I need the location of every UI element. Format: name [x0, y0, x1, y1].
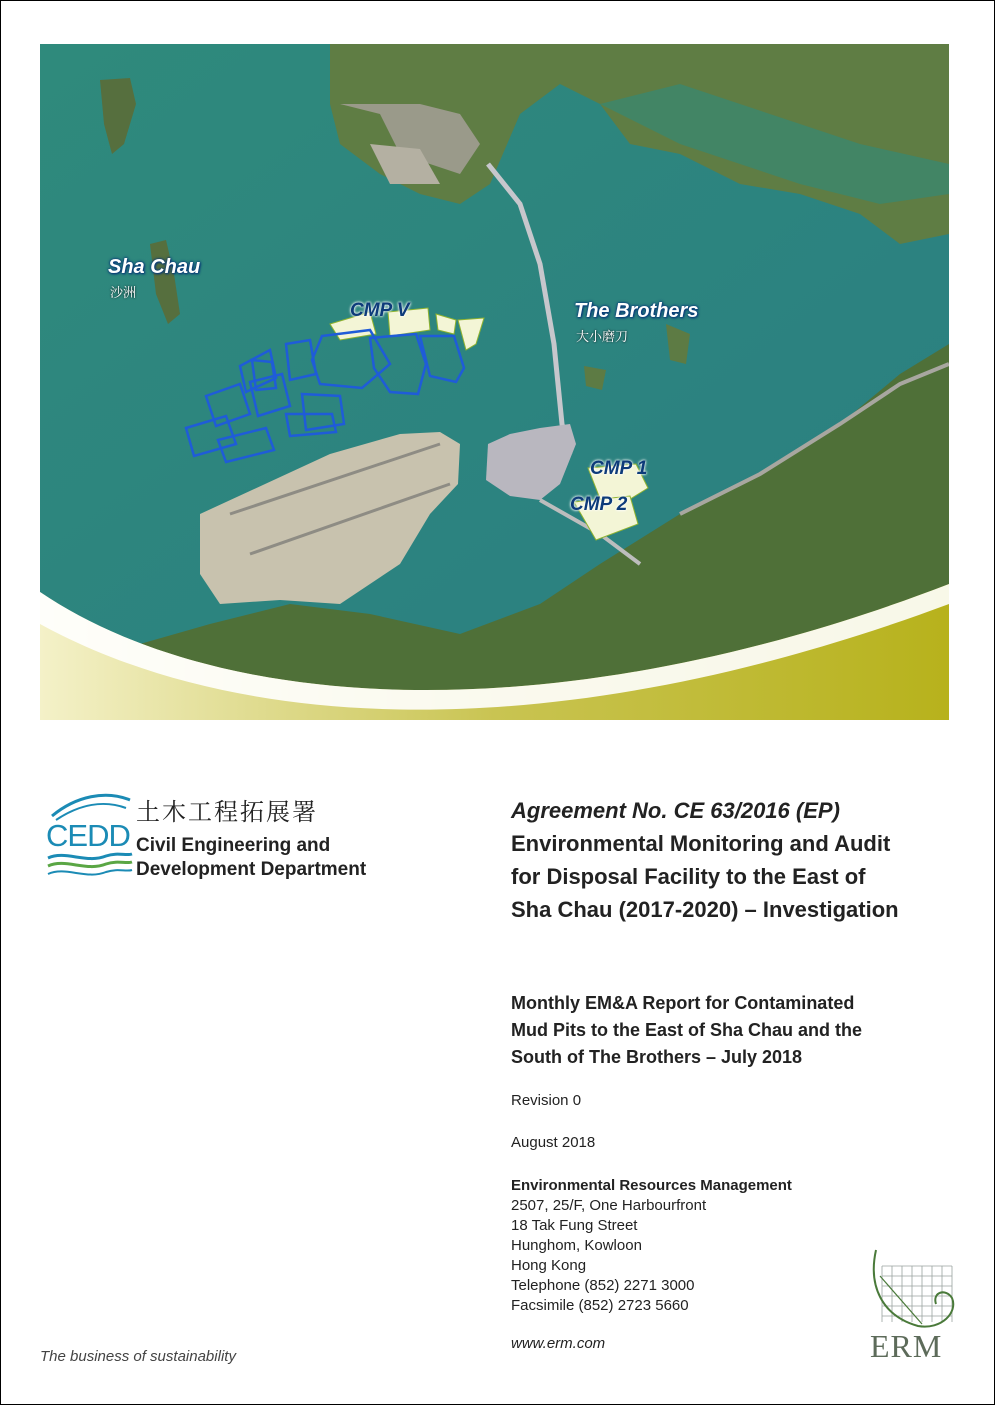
aerial-map: [40, 44, 949, 720]
agreement-number: Agreement No. CE 63/2016 (EP): [511, 798, 840, 823]
cedd-name-line1: Civil Engineering and: [136, 835, 331, 856]
cedd-name-english: [136, 834, 366, 882]
title-line3: Sha Chau (2017-2020) – Investigation: [511, 897, 899, 922]
cmp-1-label: CMP 1: [590, 458, 648, 479]
address-line3: Hunghom, Kowloon: [511, 1237, 642, 1254]
telephone: Telephone (852) 2271 3000: [511, 1277, 695, 1294]
cedd-name-chinese: 土木工程拓展署: [136, 798, 318, 826]
title-line1: Environmental Monitoring and Audit: [511, 831, 891, 856]
sha-chau-label: Sha Chau: [108, 256, 201, 278]
company-address: [511, 1176, 792, 1316]
revision: Revision 0: [511, 1092, 582, 1109]
erm-logo-text: ERM: [870, 1328, 943, 1364]
the-brothers-cn-label: 大小磨刀: [576, 330, 629, 345]
report-title: [511, 794, 951, 926]
address-line1: 2507, 25/F, One Harbourfront: [511, 1197, 707, 1214]
the-brothers-label: The Brothers: [574, 300, 699, 322]
facsimile: Facsimile (852) 2723 5660: [511, 1297, 689, 1314]
cmp-v-label: CMP V: [350, 300, 410, 321]
tagline: The business of sustainability: [40, 1348, 236, 1365]
website-link[interactable]: www.erm.com: [511, 1335, 606, 1352]
report-date: August 2018: [511, 1134, 596, 1151]
address-line2: 18 Tak Fung Street: [511, 1217, 638, 1234]
subtitle-line1: Monthly EM&A Report for Contaminated: [511, 993, 855, 1013]
sha-chau-cn-label: 沙洲: [110, 286, 137, 301]
report-subtitle: [511, 990, 931, 1071]
subtitle-line2: Mud Pits to the East of Sha Chau and the: [511, 1020, 863, 1040]
company-name: Environmental Resources Management: [511, 1177, 792, 1194]
cedd-name-line2: Development Department: [136, 859, 367, 880]
subtitle-line3: South of The Brothers – July 2018: [511, 1047, 803, 1067]
title-line2: for Disposal Facility to the East of: [511, 864, 866, 889]
cedd-abbreviation: CEDD: [46, 818, 130, 853]
address-line4: Hong Kong: [511, 1257, 587, 1274]
cmp-2-label: CMP 2: [570, 494, 628, 515]
